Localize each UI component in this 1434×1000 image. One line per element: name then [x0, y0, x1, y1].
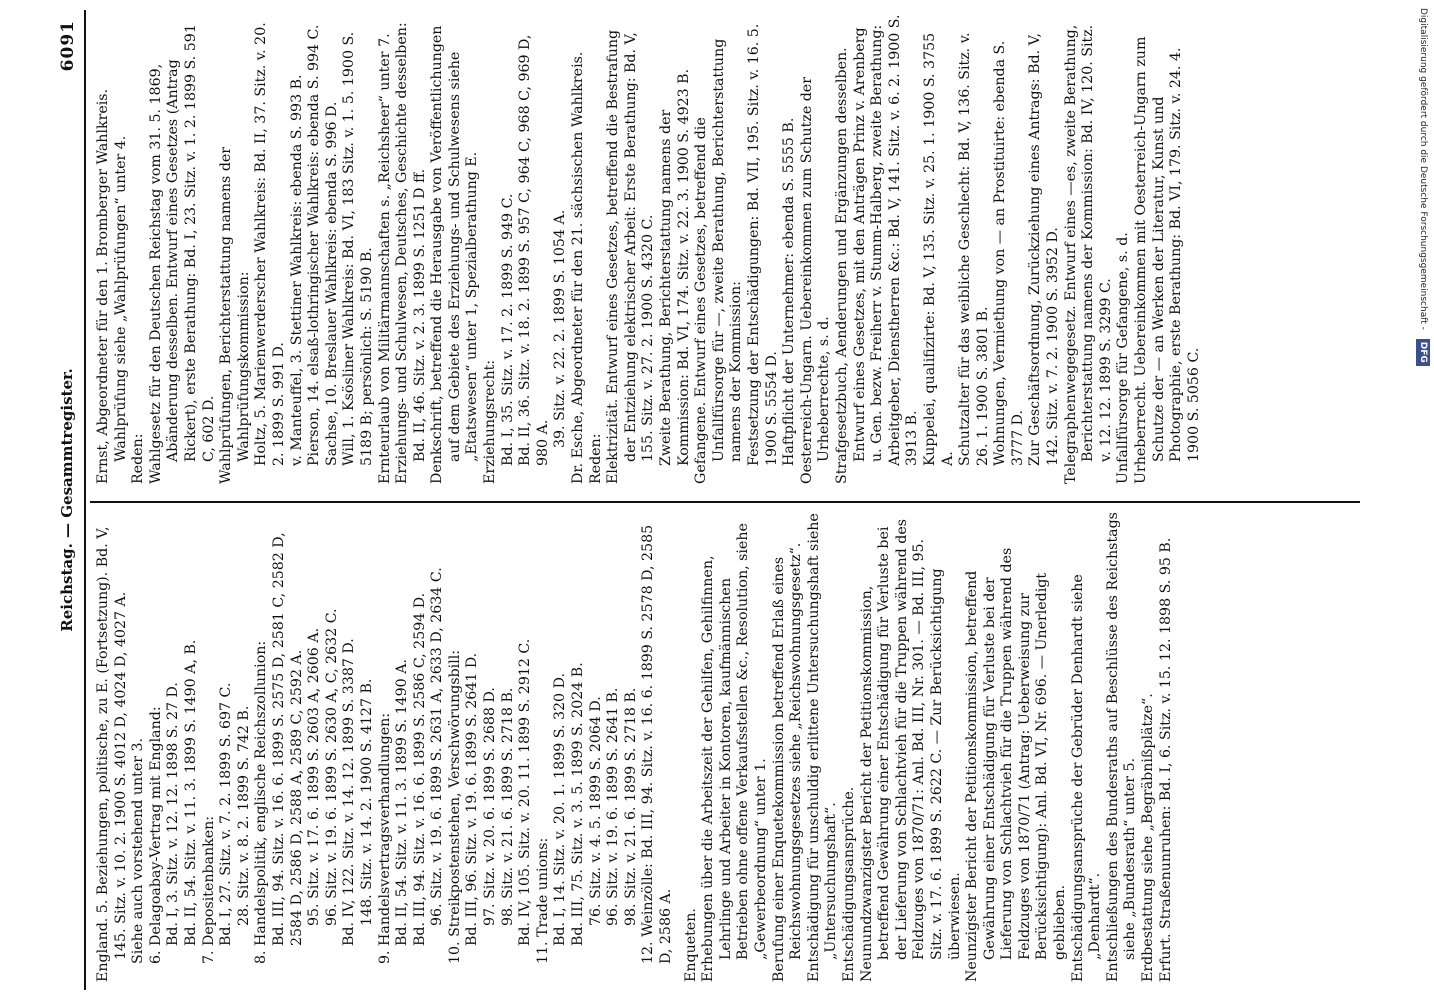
- register-entry: 11. Trade unions:: [534, 837, 551, 964]
- register-entry: England. 5. Beziehungen, politische, zu E. (Fortsetzung). Bd. V, 145. Sitz. v. 10. 2. 1900 S. 4012 D, 4024 D, 4027 A.: [95, 526, 129, 982]
- register-entry: Bd. IV, 105. Sitz. v. 20. 11. 1899 S. 2912 C.: [517, 638, 534, 946]
- register-entry: 7. Depositenbanken:: [200, 815, 217, 964]
- register-entry: 39. Sitz. v. 22. 2. 1899 S. 1054 A.: [552, 209, 569, 448]
- register-entry: Neunundzwanzigster Bericht der Petitionskommission, betreffend Gewährung einer Entschädigung für Verluste bei der Lieferung von Schlachtvieh für die Truppen während des Feldzuges von 1870/71: Anl. Bd. III, Nr. 301. — Bd. III, 95. Sitz. v. 17. 6. 1899 S. 2622 C. — Zur Berücksichtigung überwiesen.: [858, 518, 963, 982]
- register-entry: Unfallfürsorge für Gefangene, s. d.: [1115, 232, 1132, 484]
- register-entry: Bd. III, 94. Sitz. v. 16. 6. 1899 S. 2586 C, 2594 D.: [411, 592, 428, 946]
- register-entry: [676, 512, 683, 982]
- register-entry: Zweite Berathung, Berichterstattung namens der Kommission: Bd. VI, 174. Sitz. v. 22. 3. 1900 S. 4923 B.: [658, 68, 692, 466]
- register-entry: Sachse, 10. Breslauer Wahlkreis: ebenda S. 996 D.: [323, 101, 340, 466]
- register-entry: Pierson, 14. elsaß-lothringischer Wahlkreis: ebenda S. 994 C.: [306, 24, 323, 466]
- register-entry: Erfurt. Straßenunruhen: Bd. I, 6. Sitz. v. 15. 12. 1898 S. 95 B.: [1157, 537, 1174, 982]
- register-entry: Erdbestattung siehe „Begräbnißplätze“.: [1140, 693, 1157, 982]
- register-entry: Bd. I, 3. Sitz. v. 12. 12. 1898 S. 27 D.: [165, 682, 182, 946]
- register-entry: Gefangene. Entwurf eines Gesetzes, betreffend die Unfallfürsorge für —, zweite Berathung, Berichterstattung namens der Kommission:: [693, 38, 745, 484]
- register-entry: Bd. II, 54. Sitz. v. 11. 3. 1899 S. 1490 A.: [394, 659, 411, 946]
- register-entry: 97. Sitz. v. 20. 6. 1899 S. 2688 D.: [482, 687, 499, 926]
- register-entry: Bd. I, 27. Sitz. v. 7. 2. 1899 S. 697 C.: [218, 682, 235, 946]
- page-title: Reichstag. — Gesammtregister.: [58, 368, 76, 632]
- header-rule: [84, 10, 86, 990]
- register-entry: Bd. I, 14. Sitz. v. 20. 1. 1899 S. 320 D.: [552, 673, 569, 946]
- register-entry: Reden:: [130, 433, 147, 484]
- register-entry: Neunzigster Bericht der Petitionskommission, betreffend Gewährung einer Entschädigung für Verluste bei der Lieferung von Schlachtvieh für die Truppen während des Feldzuges von 1870/71 (Antrag: Ueberweisung zur Berücksichtigung): Anl. Bd. VI, Nr. 696. — Unerledigt geblieben.: [964, 547, 1069, 982]
- register-entry: 96. Sitz. v. 19. 6. 1899 S. 2631 A, 2633 D, 2634 C.: [429, 567, 446, 926]
- register-entry: Urheberrecht. Uebereinkommen mit Oesterreich-Ungarn zum Schutze der — an Werken der Literatur, Kunst und Photographie, erste Berathung: Bd. VI, 179. Sitz. v. 24. 4. 1900 S. 5056 C.: [1133, 36, 1202, 484]
- register-entry: Arbeitgeber, Dienstherren &c.: Bd. V, 141. Sitz. v. 6. 2. 1900 S. 3913 B.: [886, 14, 921, 466]
- register-entry: Ernteurlaub von Militärmannschaften s. „Reichsheer“ unter 7.: [376, 33, 393, 484]
- register-entry: Dr. Esche, Abgeordneter für den 21. sächsischen Wahlkreis.: [570, 51, 587, 484]
- register-entry: 9. Handelsvertragsverhandlungen:: [376, 712, 393, 964]
- register-entry: Oesterreich-Ungarn. Uebereinkommen zum Schutze der Urheberrechte, s. d.: [798, 77, 833, 484]
- register-entry: 12. Weinzölle: Bd. III, 94. Sitz. v. 16. 6. 1899 S. 2578 D, 2585 D, 2586 A.: [640, 524, 674, 964]
- register-entry: Strafgesetzbuch, Aenderungen und Ergänzungen desselben. Entwurf eines Gesetzes, mit den Anträgen Prinz v. Arenberg u. Gen. bezw. Freiherr v. Stumm-Halberg, zweite Berathung:: [833, 24, 886, 484]
- register-entry: Bd. III, 94. Sitz. v. 16. 6. 1899 S. 2575 D, 2581 C, 2582 D, 2584 D, 2586 D, 2588 A, 2589 C, 2592 A.: [270, 532, 305, 946]
- register-entry: 8. Handelspolitik, englische Reichszollunion:: [253, 640, 270, 964]
- register-entry: 28. Sitz. v. 8. 2. 1899 S. 742 B.: [235, 705, 252, 926]
- register-entry: Bd. III, 75. Sitz. v. 3. 5. 1899 S. 2024 B.: [570, 662, 587, 946]
- register-entry: Bd. I, 35. Sitz. v. 17. 2. 1899 S. 949 C.: [499, 193, 516, 466]
- register-entry: 6. Delagoabay-Vertrag mit England:: [147, 706, 164, 964]
- register-entry: Erhebungen über die Arbeitszeit der Gehilfen, Gehilfinnen, Lehrlinge und Arbeiter in Kontoren, kaufmännischen Betrieben ohne offene Verkaufsstellen &c., Resolution, siehe „Gewerbeordnung“ unter 1.: [700, 523, 769, 982]
- register-entry: Haftpflicht der Unternehmer: ebenda S. 5555 B.: [781, 117, 798, 466]
- register-entry: Entschädigungsansprüche.: [840, 786, 857, 982]
- register-entry: Festsetzung der Entschädigungen: Bd. VII, 195. Sitz. v. 16. 5. 1900 S. 5554 D.: [745, 23, 780, 466]
- register-entry: Bd. III, 96. Sitz. v. 19. 6. 1899 S. 2641 D.: [464, 652, 481, 946]
- register-entry: Will, 1. Ksösliner Wahlkreis: Bd. VI, 183 Sitz. v. 1. 5. 1900 S. 5189 B; persönlich: S. 5190 B.: [341, 31, 375, 466]
- register-entry: v. Manteuffel, 3. Stettiner Wahlkreis: ebenda S. 993 B.: [288, 74, 305, 466]
- right-column: [95, 14, 1203, 484]
- register-entry: Denkschrift, betreffend die Herausgabe von Veröffentlichungen auf dem Gebiete des Erziehungs- und Schulwesens siehe „Etatswesen“ unter 1, Spezialberathung E.: [429, 25, 481, 484]
- register-entry: 96. Sitz. v. 19. 6. 1899 S. 2641 B.: [605, 687, 622, 926]
- register-entry: Bd. II, 54. Sitz. v. 11. 3. 1899 S. 1490 A, B.: [182, 639, 199, 946]
- register-entry: 76. Sitz. v. 4. 5. 1899 S. 2064 D.: [587, 696, 604, 926]
- register-entry: Schutzalter für das weibliche Geschlecht: Bd. V, 136. Sitz. v. 26. 1. 1900 S. 3801 B.: [957, 32, 991, 466]
- register-entry: Wahlprüfungen, Berichterstattung namens der Wahlprüfungskommission:: [218, 146, 252, 484]
- register-entry: Wahlgesetz für den Deutschen Reichstag vom 31. 5. 1869, Abänderung desselben. Entwurf eines Gesetzes (Antrag Rickert), erste Berathung: Bd. I, 23. Sitz. v. 1. 2. 1899 S. 591 C, 602 D.: [147, 24, 217, 484]
- register-entry: Entschließungen des Bundesraths auf Beschlüsse des Reichstags siehe „Bundesrath“ unter 5.: [1104, 512, 1139, 982]
- register-entry: Telegraphenwegegesetz. Entwurf eines —es, zweite Berathung, Berichterstattung namens der Kommission: Bd. IV, 120. Sitz. v. 12. 12. 1899 S. 3299 C.: [1062, 24, 1114, 484]
- register-entry: Wohnungen, Vermiethung von — an Prostituirte: ebenda S. 3777 D.: [992, 40, 1026, 466]
- register-entry: 96. Sitz. v. 19. 6. 1899 S. 2630 A, C, 2632 C.: [323, 608, 340, 926]
- register-entry: Kuppelei, qualifizirte: Bd. V, 135. Sitz. v. 25. 1. 1900 S. 3755 A.: [921, 32, 956, 466]
- register-entry: Zur Geschäftsordnung, Zurückziehung eines Antrags: Bd. V, 142. Sitz. v. 7. 2. 1900 S. 3952 D.: [1027, 33, 1062, 466]
- left-column: [95, 512, 1175, 982]
- register-entry: 95. Sitz. v. 17. 6. 1899 S. 2603 A, 2606 A.: [306, 627, 323, 926]
- register-entry: 98. Sitz. v. 21. 6. 1899 S. 2718 B.: [499, 687, 516, 926]
- column-divider: [90, 501, 1360, 503]
- page-number: 6091: [58, 20, 78, 72]
- register-entry: Ernst, Abgeordneter für den 1. Bromberger Wahlkreis. Wahlprüfung siehe „Wahlprüfungen“ unter 4.: [95, 88, 129, 484]
- register-entry: Reden:: [587, 433, 604, 484]
- register-entry: Berufung einer Enquetekommission betreffend Erlaß eines Reichswohnungsgesetzes siehe „Reichswohnungsgesetz“.: [770, 542, 805, 982]
- register-entry: Elektrizität. Entwurf eines Gesetzes, betreffend die Bestrafung der Entziehung elektrischer Arbeit: Erste Berathung: Bd. V, 155. Sitz. v. 27. 2. 1900 S. 4320 C.: [605, 29, 657, 484]
- register-entry: Erziehungsrecht:: [482, 359, 499, 484]
- register-entry: Entschädigung für unschuldig erlittene Untersuchungshaft siehe „Untersuchungshaft“.: [805, 513, 840, 982]
- register-entry: 10. Streikpostenstehen, Verschwörungsbill:: [446, 649, 463, 964]
- dfg-logo: DFG: [1416, 339, 1430, 366]
- page-header: [58, 0, 82, 1000]
- register-entry: Bd. II, 36. Sitz. v. 18. 2. 1899 S. 957 C, 964 C, 968 C, 969 D, 980 A.: [517, 34, 551, 466]
- register-entry: 148. Sitz. v. 14. 2. 1900 S. 4127 B.: [358, 678, 375, 926]
- digitization-note: [1416, 8, 1430, 992]
- register-entry: 98. Sitz. v. 21. 6. 1899 S. 2718 B.: [622, 687, 639, 926]
- register-entry: Enqueten.: [682, 908, 699, 982]
- register-entry: Erziehungs- und Schulwesen, Deutsches, Geschichte desselben: Bd. II, 46. Sitz. v. 2. 3. 1899 S. 1251 D ff.: [394, 22, 428, 484]
- register-entry: Holtz, 5. Marienwerderscher Wahlkreis: Bd. II, 37. Sitz. v. 20. 2. 1899 S. 991 D.: [253, 22, 287, 466]
- digitization-text: Digitalisierung gefördert durch die Deutsche Forschungsgemeinschaft -: [1418, 8, 1428, 330]
- register-entry: Siehe auch vorstehend unter 3.: [130, 737, 147, 964]
- register-entry: Entschädigungsansprüche der Gebrüder Denhardt siehe „Denhardt“.: [1069, 574, 1104, 982]
- register-entry: Bd. IV, 122. Sitz. v. 14. 12. 1899 S. 3387 D.: [341, 638, 358, 946]
